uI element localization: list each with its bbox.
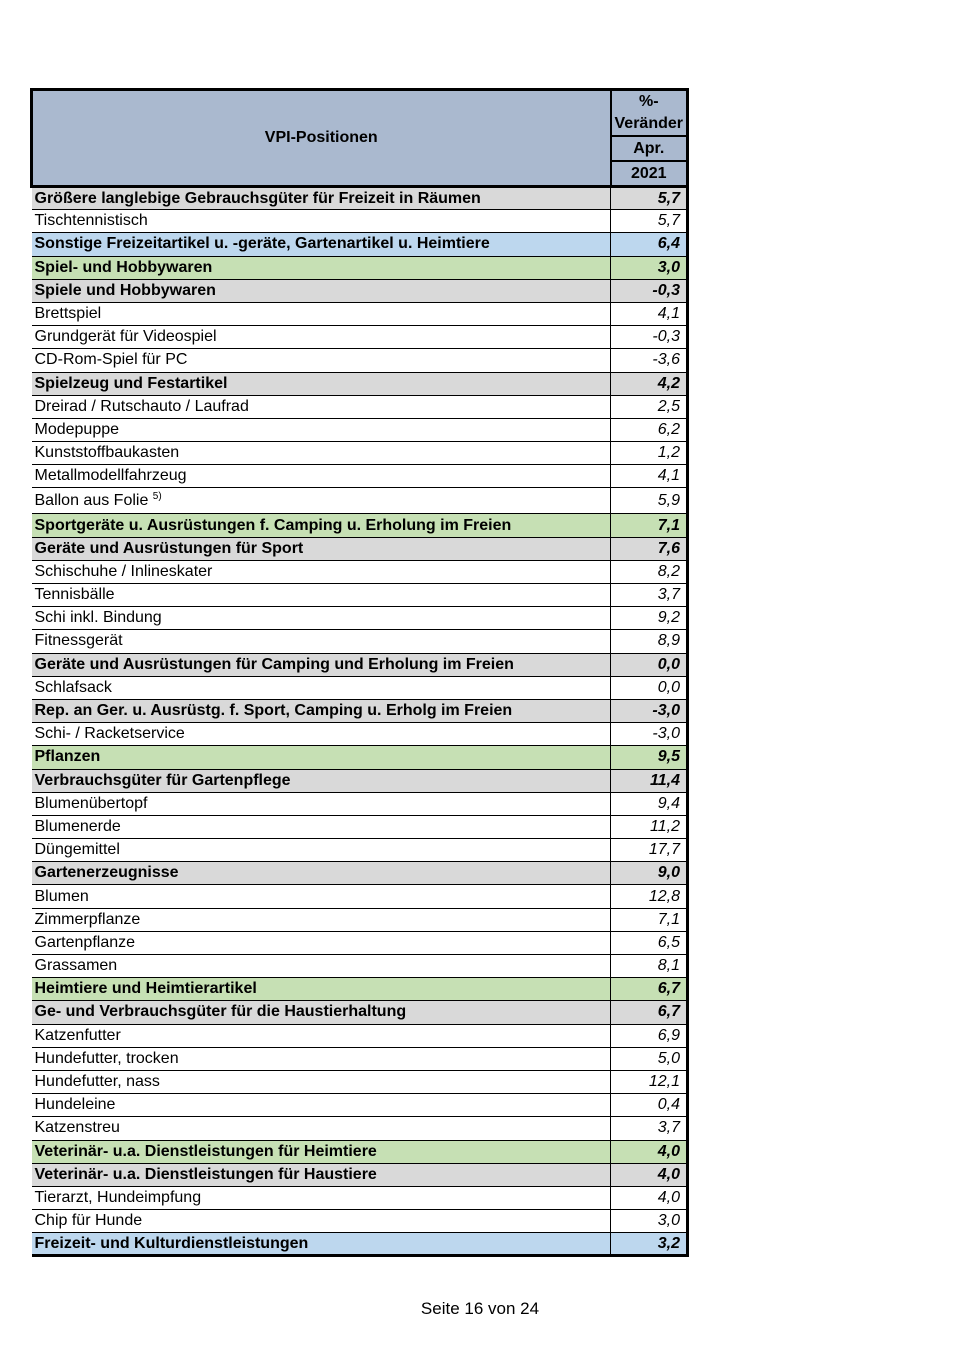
table-row	[32, 187, 688, 210]
table-body	[32, 187, 688, 1256]
table-row	[32, 885, 688, 908]
row-value: 4,0	[611, 1163, 688, 1186]
row-value: 12,8	[611, 885, 688, 908]
row-label	[32, 676, 611, 699]
row-label	[32, 465, 611, 488]
row-label-text: Tierarzt, Hundeimpfung	[34, 1188, 202, 1206]
row-value: 4,0	[611, 1140, 688, 1163]
row-label-text: Hundefutter, nass	[34, 1073, 160, 1091]
row-value: 3,7	[611, 1117, 688, 1140]
row-value: -3,0	[611, 699, 688, 722]
table-row	[32, 699, 688, 722]
table-row	[32, 630, 688, 653]
row-label	[32, 1047, 611, 1070]
table-row	[32, 769, 688, 792]
table-row	[32, 233, 688, 256]
row-label-text: Freizeit- und Kulturdienstleistungen	[34, 1234, 309, 1252]
row-label	[32, 978, 611, 1001]
table-row	[32, 746, 688, 769]
row-label	[32, 955, 611, 978]
row-value: 8,2	[611, 560, 688, 583]
row-value: 7,6	[611, 537, 688, 560]
table-row	[32, 256, 688, 279]
table-row	[32, 1163, 688, 1186]
row-value: -0,3	[611, 326, 688, 349]
row-label	[32, 885, 611, 908]
row-label	[32, 746, 611, 769]
row-label	[32, 1233, 611, 1256]
table-row	[32, 1210, 688, 1233]
row-label-text: Geräte und Ausrüstungen für Camping und Erholung im Freien	[34, 655, 514, 673]
row-value: 9,4	[611, 792, 688, 815]
row-label	[32, 418, 611, 441]
table-row	[32, 537, 688, 560]
row-label	[32, 723, 611, 746]
row-value: 3,7	[611, 584, 688, 607]
table-row	[32, 955, 688, 978]
row-label	[32, 488, 611, 514]
row-value: 1,2	[611, 442, 688, 465]
change-header-line2: Veränder	[614, 115, 683, 132]
row-value: 7,1	[611, 514, 688, 537]
row-value: 8,9	[611, 630, 688, 653]
row-label-text: Heimtiere und Heimtierartikel	[34, 980, 257, 998]
table-row	[32, 1070, 688, 1093]
row-label-text: Dreirad / Rutschauto / Laufrad	[34, 397, 249, 415]
table-row	[32, 372, 688, 395]
row-value: 5,7	[611, 187, 688, 210]
row-label	[32, 395, 611, 418]
row-value: 5,9	[611, 488, 688, 514]
vpi-table	[30, 88, 689, 1257]
row-value: 6,4	[611, 233, 688, 256]
row-label-text: Brettspiel	[34, 305, 102, 323]
row-label-text: Blumenerde	[34, 817, 121, 835]
row-value: -3,0	[611, 723, 688, 746]
table-row	[32, 1186, 688, 1209]
table-row	[32, 584, 688, 607]
row-value: 4,0	[611, 1186, 688, 1209]
table-row	[32, 862, 688, 885]
row-label-text: Düngemittel	[34, 841, 120, 859]
row-label-text: Katzenstreu	[34, 1119, 120, 1137]
row-label-text: Hundefutter, trocken	[34, 1049, 179, 1067]
row-label	[32, 699, 611, 722]
table-row	[32, 1117, 688, 1140]
row-value: 3,0	[611, 1210, 688, 1233]
row-label-text: Chip für Hunde	[34, 1212, 143, 1230]
row-label-text: Schi- / Racketservice	[34, 725, 185, 743]
row-label-text: Katzenfutter	[34, 1026, 121, 1044]
table-row	[32, 723, 688, 746]
row-label	[32, 302, 611, 325]
row-label-text: Schischuhe / Inlineskater	[34, 562, 213, 580]
row-label-text: Zimmerpflanze	[34, 910, 141, 928]
table-row	[32, 1233, 688, 1256]
table-row	[32, 653, 688, 676]
row-label-text: Schlafsack	[34, 678, 112, 696]
row-value: 17,7	[611, 839, 688, 862]
row-value: 0,0	[611, 653, 688, 676]
table-row	[32, 1001, 688, 1024]
table-row	[32, 560, 688, 583]
table-row	[32, 279, 688, 302]
row-label-text: Schi inkl. Bindung	[34, 609, 162, 627]
row-label-text: Fitnessgerät	[34, 632, 123, 650]
row-label-text: Kunststoffbaukasten	[34, 444, 180, 462]
row-label-text: Tischtennistisch	[34, 212, 148, 230]
row-label-text: Veterinär- u.a. Dienstleistungen für Heimtiere	[34, 1142, 377, 1160]
table-row	[32, 514, 688, 537]
row-label	[32, 256, 611, 279]
row-label-text: Spielzeug und Festartikel	[34, 374, 228, 392]
table-row	[32, 326, 688, 349]
row-label	[32, 210, 611, 233]
row-value: -0,3	[611, 279, 688, 302]
row-label-text: Ballon aus Folie	[34, 492, 149, 510]
row-label	[32, 1140, 611, 1163]
vpi-table-container	[30, 88, 686, 1257]
row-label-text: Blumenübertopf	[34, 794, 148, 812]
row-label	[32, 442, 611, 465]
row-label-text: Pflanzen	[34, 748, 101, 766]
row-label-text: Rep. an Ger. u. Ausrüstg. f. Sport, Camping u. Erholg im Freien	[34, 702, 513, 720]
table-row	[32, 815, 688, 838]
row-label	[32, 1117, 611, 1140]
row-label	[32, 1070, 611, 1093]
table-row	[32, 607, 688, 630]
row-label	[32, 514, 611, 537]
row-label	[32, 560, 611, 583]
change-header-line1: %-	[638, 93, 659, 110]
table-row	[32, 931, 688, 954]
table-row	[32, 676, 688, 699]
row-label-text: Gartenerzeugnisse	[34, 864, 179, 882]
row-label	[32, 584, 611, 607]
row-value: 4,1	[611, 465, 688, 488]
row-label	[32, 1163, 611, 1186]
table-row	[32, 1024, 688, 1047]
row-value: 3,0	[611, 256, 688, 279]
positions-header: VPI-Positionen	[32, 90, 611, 187]
row-label	[32, 1210, 611, 1233]
table-row	[32, 210, 688, 233]
row-value: 9,2	[611, 607, 688, 630]
row-value: 6,5	[611, 931, 688, 954]
table-row	[32, 442, 688, 465]
row-label-text: Grundgerät für Videospiel	[34, 328, 217, 346]
table-row	[32, 1047, 688, 1070]
row-label-text: Größere langlebige Gebrauchsgüter für Freizeit in Räumen	[34, 189, 481, 207]
table-row	[32, 839, 688, 862]
row-value: 4,1	[611, 302, 688, 325]
row-value: 11,2	[611, 815, 688, 838]
month-header: Apr.	[611, 136, 688, 161]
row-label-text: CD-Rom-Spiel für PC	[34, 351, 188, 369]
table-row	[32, 908, 688, 931]
table-row	[32, 395, 688, 418]
row-label	[32, 607, 611, 630]
row-value: -3,6	[611, 349, 688, 372]
row-value: 6,2	[611, 418, 688, 441]
table-row	[32, 488, 688, 514]
row-label-text: Modepuppe	[34, 420, 120, 438]
row-label-text: Geräte und Ausrüstungen für Sport	[34, 539, 304, 557]
row-value: 7,1	[611, 908, 688, 931]
row-value: 6,7	[611, 1001, 688, 1024]
row-value: 0,0	[611, 676, 688, 699]
row-label-text: Spiele und Hobbywaren	[34, 281, 216, 299]
row-label-text: Hundeleine	[34, 1096, 116, 1114]
row-value: 4,2	[611, 372, 688, 395]
table-row	[32, 349, 688, 372]
page-number: Seite 16 von 24	[420, 1299, 540, 1318]
row-label	[32, 815, 611, 838]
row-label	[32, 279, 611, 302]
table-row	[32, 1094, 688, 1117]
row-label-text: Tennisbälle	[34, 586, 115, 604]
row-value: 3,2	[611, 1233, 688, 1256]
row-value: 12,1	[611, 1070, 688, 1093]
table-row	[32, 418, 688, 441]
table-row	[32, 302, 688, 325]
row-label-text: Blumen	[34, 887, 89, 905]
row-label-text: Veterinär- u.a. Dienstleistungen für Haustiere	[34, 1165, 377, 1183]
row-value: 2,5	[611, 395, 688, 418]
row-label	[32, 372, 611, 395]
change-header	[611, 90, 688, 137]
row-label	[32, 1001, 611, 1024]
row-value: 5,7	[611, 210, 688, 233]
row-label	[32, 931, 611, 954]
row-label	[32, 1094, 611, 1117]
row-label	[32, 1186, 611, 1209]
table-row	[32, 978, 688, 1001]
row-label	[32, 233, 611, 256]
row-label-text: Spiel- und Hobbywaren	[34, 258, 213, 276]
year-header: 2021	[611, 161, 688, 187]
table-row	[32, 1140, 688, 1163]
row-value: 0,4	[611, 1094, 688, 1117]
row-value: 5,0	[611, 1047, 688, 1070]
row-value: 9,0	[611, 862, 688, 885]
row-value: 6,7	[611, 978, 688, 1001]
row-label	[32, 1024, 611, 1047]
row-label-text: Metallmodellfahrzeug	[34, 467, 187, 485]
row-value: 6,9	[611, 1024, 688, 1047]
row-label	[32, 769, 611, 792]
row-value: 11,4	[611, 769, 688, 792]
row-label	[32, 349, 611, 372]
row-label	[32, 187, 611, 210]
row-label-text: Ge- und Verbrauchsgüter für die Haustierhaltung	[34, 1003, 407, 1021]
table-row	[32, 792, 688, 815]
row-label	[32, 537, 611, 560]
row-label	[32, 630, 611, 653]
table-row	[32, 465, 688, 488]
row-label	[32, 862, 611, 885]
row-label-text: Verbrauchsgüter für Gartenpflege	[34, 771, 291, 789]
row-label-text: Gartenpflanze	[34, 933, 136, 951]
row-label	[32, 792, 611, 815]
row-label	[32, 326, 611, 349]
row-label-text: Sportgeräte u. Ausrüstungen f. Camping u. Erholung im Freien	[34, 516, 512, 534]
footnote-marker: 5)	[152, 491, 162, 503]
row-label	[32, 839, 611, 862]
row-label-text: Sonstige Freizeitartikel u. -geräte, Gartenartikel u. Heimtiere	[34, 235, 490, 253]
row-label	[32, 908, 611, 931]
row-value: 8,1	[611, 955, 688, 978]
row-value: 9,5	[611, 746, 688, 769]
row-label	[32, 653, 611, 676]
row-label-text: Grassamen	[34, 957, 118, 975]
table-header	[32, 90, 688, 187]
